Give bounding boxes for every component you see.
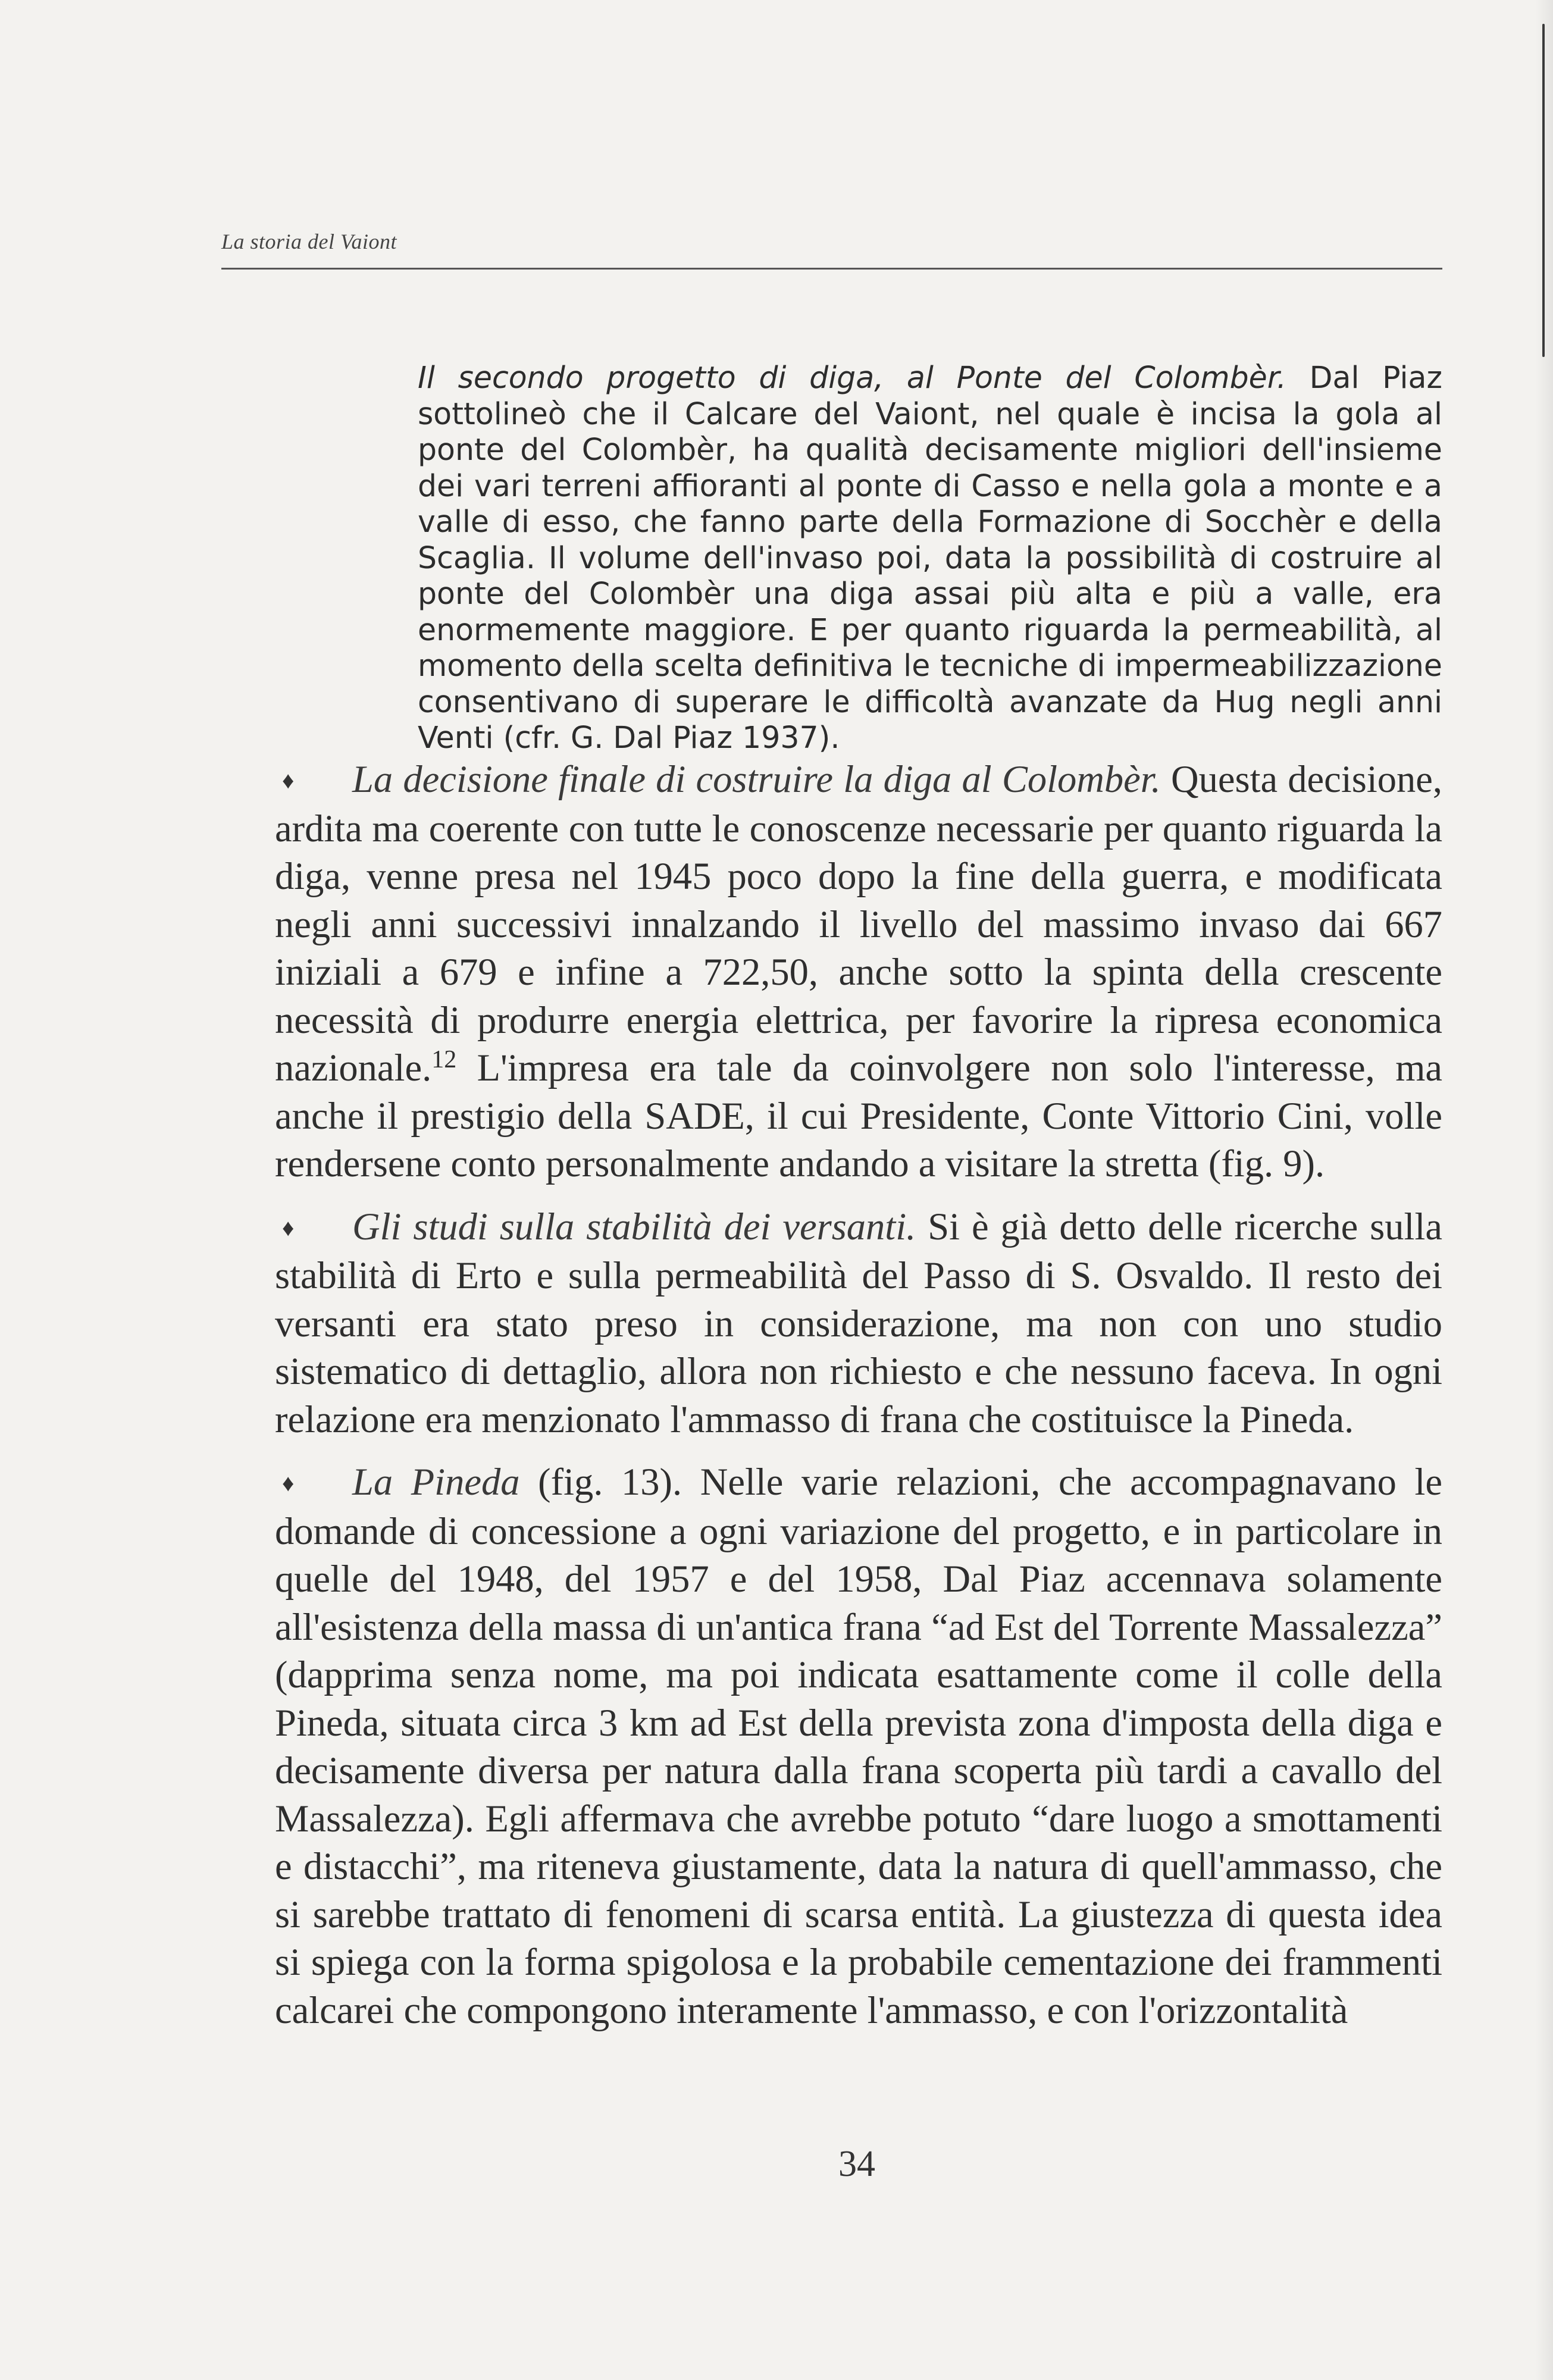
paragraph-text-continued: L'impresa era tale da coinvolgere non solo l'interesse, ma anche il prestigio della SADE, il cui Presidente, Conte Vittorio Cini, volle rendersene conto personalmente andando a visitare la stretta (fig. 9). — [275, 1047, 1442, 1185]
paragraph-decision — [275, 756, 1442, 1188]
quote-lead: Il secondo progetto di diga, al Ponte del Colombèr. — [418, 360, 1286, 395]
paragraph-text: Questa decisione, ardita ma coerente con tutte le conoscenze necessarie per quanto riguarda la diga, venne presa nel 1945 poco dopo la fine della guerra, e modificata negli anni successivi innalzando il livello del massimo invaso dai 667 iniziali a 679 e infine a 722,50, anche sotto la spinta della crescente necessità di produrre energia elettrica, per favorire la ripresa economica nazionale. — [275, 758, 1443, 1089]
footnote-ref: 12 — [431, 1046, 457, 1073]
paragraph-lead: La Pineda — [352, 1461, 520, 1503]
diamond-bullet-icon: ♦ — [282, 1214, 295, 1241]
page-edge-mark — [1542, 24, 1545, 357]
header-rule — [221, 268, 1442, 270]
diamond-bullet-icon: ♦ — [282, 1470, 295, 1496]
diamond-bullet-icon: ♦ — [282, 767, 295, 794]
body-text — [275, 756, 1442, 2049]
quoted-passage — [418, 360, 1442, 756]
running-head: La storia del Vaiont — [221, 230, 397, 253]
paragraph-lead: La decisione finale di costruire la diga al Colombèr. — [352, 758, 1161, 800]
paragraph-stability — [275, 1203, 1442, 1444]
page-edge-shadow — [1535, 0, 1553, 2380]
page-number: 34 — [838, 2144, 875, 2184]
quote-text: Dal Piaz sottolineò che il Calcare del Vaiont, nel quale è incisa la gola al ponte del Colombèr, ha qualità decisamente migliori dell'insieme dei vari terreni affioranti al ponte di Casso e nella gola a monte e a valle di esso, che fanno parte della Formazione di Socchèr e della Scaglia. Il volume dell'invaso poi, data la possibilità di costruire al ponte del Colombèr una diga assai più alta e più a valle, era enormemente maggiore. E per quanto riguarda la permeabilità, al momento della scelta definitiva le tecniche di impermeabilizzazione consentivano di superare le difficoltà avanzate da Hug negli anni Venti (cfr. G. Dal Piaz 1937). — [418, 360, 1443, 755]
paragraph-text: Si è già detto delle ricerche sulla stabilità di Erto e sulla permeabilità del Passo di S. Osvaldo. Il resto dei versanti era stato preso in considerazione, ma non con uno studio sistematico di dettaglio, allora non richiesto e che nessuno faceva. In ogni relazione era menzionato l'ammasso di frana che costituisce la Pineda. — [275, 1205, 1442, 1440]
paragraph-pineda — [275, 1458, 1442, 2034]
paragraph-text: (fig. 13). Nelle varie relazioni, che accompagnavano le domande di concessione a ogni variazione del progetto, e in particolare in quelle del 1948, del 1957 e del 1958, Dal Piaz accennava solamente all'esistenza della massa di un'antica frana “ad Est del Torrente Massalezza” (dapprima senza nome, ma poi indicata esattamente come il colle della Pineda, situata circa 3 km ad Est della prevista zona d'imposta della diga e decisamente diversa per natura dalla frana scoperta più tardi a cavallo del Massalezza). Egli affermava che avrebbe potuto “dare luogo a smottamenti e distacchi”, ma riteneva giustamente, data la natura di quell'ammasso, che si sarebbe trattato di fenomeni di scarsa entità. La giustezza di questa idea si spiega con la forma spigolosa e la probabile cementazione dei frammenti calcarei che compongono interamente l'ammasso, e con l'orizzontalità — [275, 1461, 1442, 2031]
paragraph-lead: Gli studi sulla stabilità dei versanti. — [352, 1205, 916, 1248]
